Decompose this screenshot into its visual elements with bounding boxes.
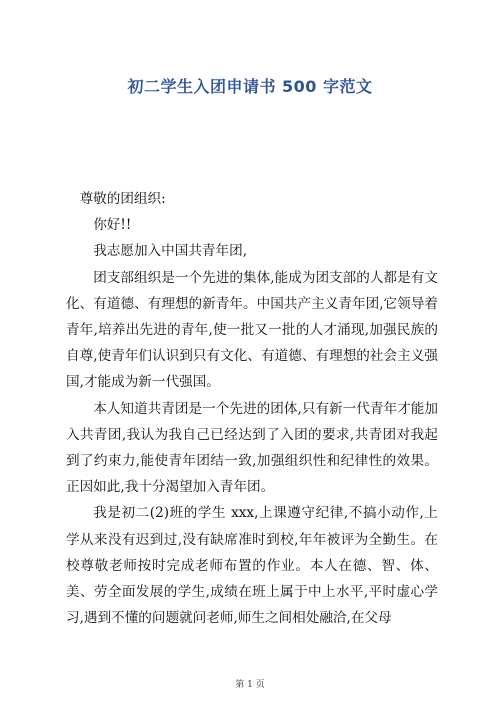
paragraph-understanding: 本人知道共青团是一个先进的团体,只有新一代青年才能加入共青团,我认为我自己已经达到了入团的要求,共青团对我起到了约束力,能使青年团结一致,加强组织性和纪律性的效果。正因如此,我十分渴望加入青年团。 xyxy=(66,400,438,496)
paragraph-self-introduction: 我是初二(2)班的学生 xxx,上课遵守纪律,不搞小动作,上学从来没有迟到过,没有缺席准时到校,年年被评为全勤生。在校尊敬老师按时完成老师布置的作业。本人在德、智、体、美、劳全面发展的学生,成绩在班上属于中上水平,平时虚心学习,遇到不懂的问题就问老师,师生之间相处融洽,在父母 xyxy=(66,505,438,627)
paragraph-organization: 团支部组织是一个先进的集体,能成为团支部的人都是有文化、有道德、有理想的新青年。中国共产主义青年团,它领导着青年,培养出先进的青年,使一批又一批的人才涌现,加强民族的自尊,使青年们认识到只有文化、有道德、有理想的社会主义强国,才能成为新一代强国。 xyxy=(66,269,438,391)
document-body xyxy=(66,186,438,631)
paragraph-intent: 我志愿加入中国共青年团, xyxy=(93,243,248,260)
document-title: 初二学生入团申请书 500 字范文 xyxy=(127,77,373,96)
paragraph-greeting: 你好!! xyxy=(93,217,132,234)
page-number: 第 1 页 xyxy=(235,680,265,690)
salutation: 尊敬的团组织: xyxy=(79,191,166,207)
